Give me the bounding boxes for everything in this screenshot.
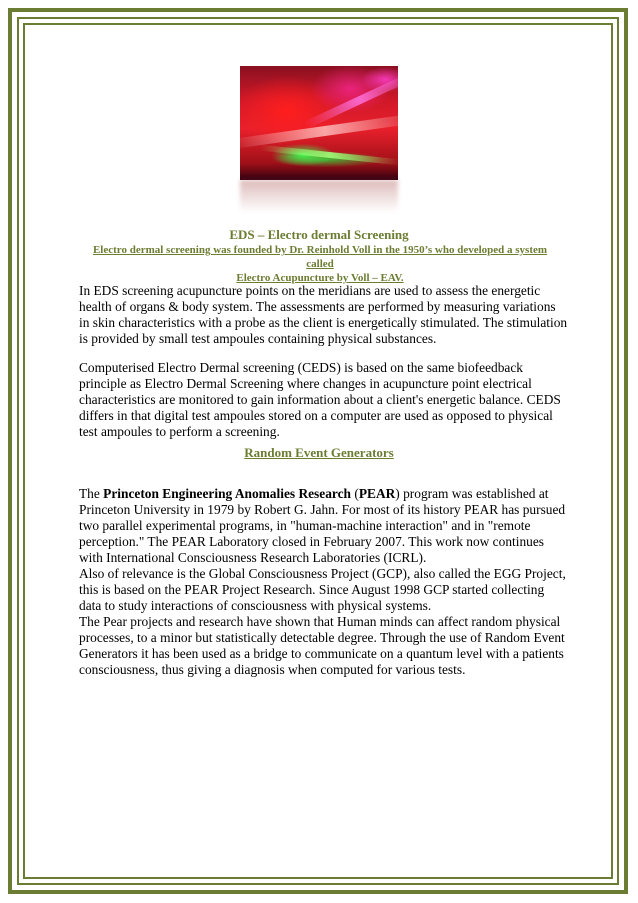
page-title: EDS – Electro dermal Screening [229,227,409,242]
gcp-paragraph: Also of relevance is the Global Consciousness Project (GCP), also called the EGG Project, this is based on the PEAR Project Research. Since August 1998 GCP started collecting data to study interactions of consciousness with physical systems. [79,566,566,613]
pear-abbr: PEAR [358,486,396,501]
pear-section [79,486,569,678]
pear-text-open: ( [351,486,359,501]
image-reflection [240,180,398,216]
ceds-paragraph: Computerised Electro Dermal screening (CEDS) is based on the same biofeedback principle as Electro Dermal Screening where changes in acupuncture point electrical characteristics are monitored to gain information about a client's energetic balance. CEDS differs in that digital test ampoules stored on a computer are used as opposed to physical test ampoules to perform a screening. [79,360,561,439]
pear-paragraph [79,486,569,566]
minds-paragraph: The Pear projects and research have shown that Human minds can affect random physical processes, to a minor but statistically detectable degree. Through the use of Random Event Generators it has been used as a bridge to communicate on a quantum level with a patients consciousness, thus giving a diagnosis when computed for various tests. [79,614,565,677]
light-streak [260,145,398,166]
eds-paragraph: In EDS screening acupuncture points on the meridians are used to assess the energetic health of organs & body system. The assessments are performed by measuring variations in skin characteristics with a probe as the client is energetically stimulated. The stimulation is provided by small test ampoules containing physical substances. [79,283,568,346]
intro-subtitle [78,243,562,285]
light-streaks-photo [240,66,398,180]
intro-line-1: Electro dermal screening was founded by Dr. Reinhold Voll in the 1950’s who developed a system called [92,244,548,270]
section-heading-random-event-generators: Random Event Generators [244,445,394,460]
pear-name: Princeton Engineering Anomalies Research [103,486,352,501]
pear-text-rest: ) program was established at Princeton University in 1979 by Robert G. Jahn. For most of its history PEAR has pursued two parallel experimental programs, in "human-machine interaction" and in "remote perception." The PEAR Laboratory closed in February 2007. This work now continues with International Consciousness Research Laboratories (ICRL). [79,486,566,565]
pear-text-the: The [79,486,104,501]
intro-line-2: Electro Acupuncture by Voll – EAV. [236,272,404,284]
header-image [236,66,402,216]
